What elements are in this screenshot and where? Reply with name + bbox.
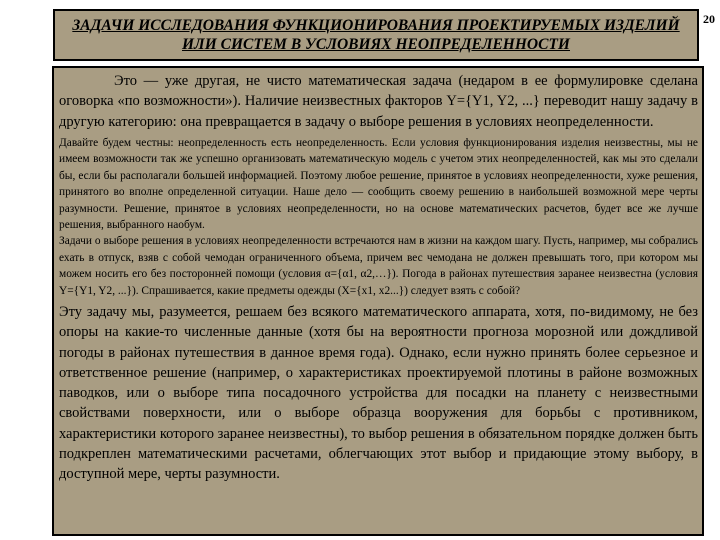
- paragraph-conclusion: Эту задачу мы, разумеется, решаем без всякого математического аппарата, хотя, по-видимому, не без опоры на какие-то численные данные (хотя бы на вероятности прогноза морозной или дождливой погоды в районах путешествия в данное время года). Однако, если нужно принять более серьезное и ответственное решение (например, о характеристиках проектируемой плотины в районе возможных паводков, или о выборе типа посадочного устройства для посадки на планету с неизвестными свойствами поверхности, или о выборе образца вооружения для борьбы с противником, характеристики которого заранее неизвестны), то выбор решения в обязательном порядке должен быть подкреплен математическими расчетами, облегчающих этот выбор и придающие этому выбору, в доступной мере, черты разумности.: [59, 303, 698, 483]
- page-number: 20: [703, 12, 715, 26]
- paragraph-intro: Это — уже другая, не чисто математическая задача (недаром в ее формулировке сделана оговорка «по возможности»). Наличие неизвестных факторов Y={Y1, Y2, ...} переводит нашу задачу в другую категорию: она превращается в задачу о выборе решения в условиях неопределенности.: [59, 73, 698, 130]
- paragraph-example: Задачи о выборе решения в условиях неопределенности встречаются нам в жизни на каждом шагу. Пусть, например, мы собрались ехать в отпуск, взяв с собой чемодан ограниченного объема, причем вес чемодана не должен превышать того, при котором мы можем носить его без посторонней помощи (условия α={α1, α2,…}). Погода в районах путешествия заранее неизвестна (условия Y={Y1, Y2, ...}). Спрашивается, какие предметы одежды (X={x1, x2...}) следует взять с собой?: [59, 235, 698, 297]
- paragraph-uncertainty: Давайте будем честны: неопределенность есть неопределенность. Если условия функционирования изделия неизвестны, мы не имеем возможности так же успешно организовать математическую модель с учетом этих неопределенностей, как мы это сделали бы, если бы располагали большей информацией. Поэтому любое решение, принятое в условиях неопределенности, хуже решения, принятого во вполне определенной ситуации. Наше дело — сообщить своему решению в наибольшей возможной мере черты разумности. Решение, принятое в условиях неопределенности, но на основе математических расчетов, будет все же лучше решения, выбранного наобум.: [59, 136, 698, 231]
- title-box: [53, 9, 699, 61]
- slide-title: ЗАДАЧИ ИССЛЕДОВАНИЯ ФУНКЦИОНИРОВАНИЯ ПРОЕКТИРУЕМЫХ ИЗДЕЛИЙ ИЛИ СИСТЕМ В УСЛОВИЯХ НЕОПРЕДЕЛЕННОСТИ: [72, 17, 680, 53]
- content-box: [52, 66, 704, 536]
